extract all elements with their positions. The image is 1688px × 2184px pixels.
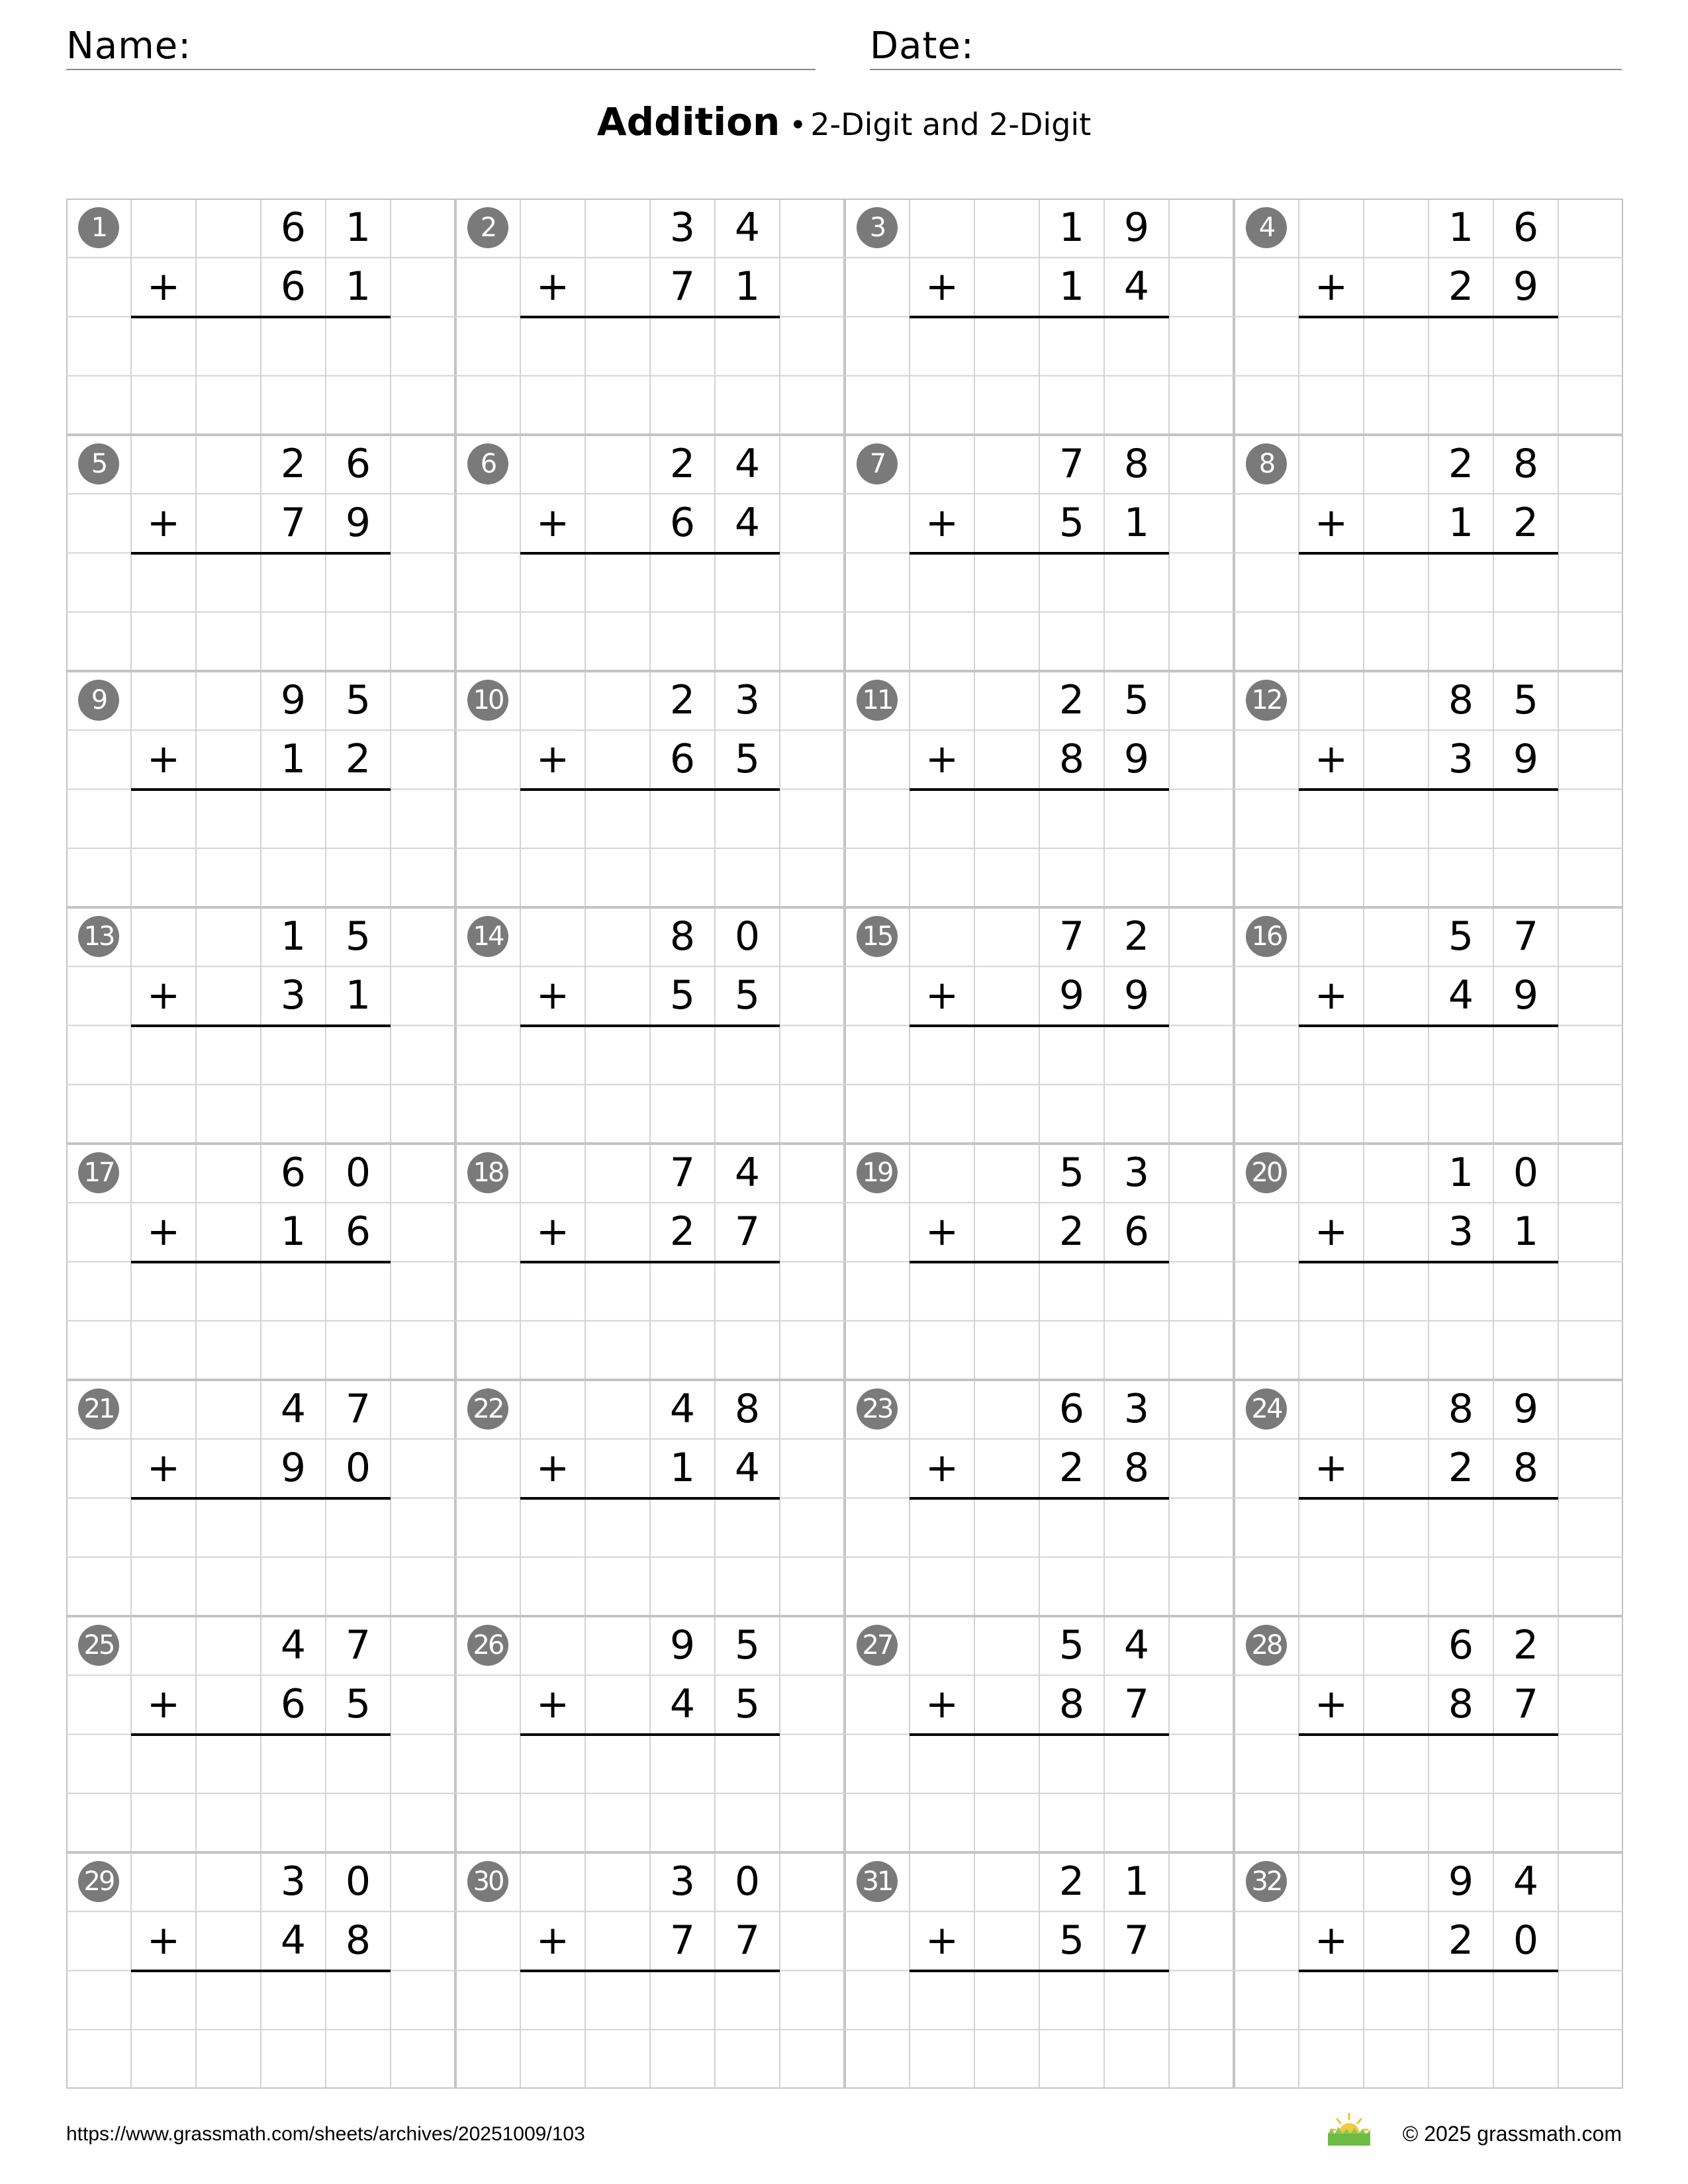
bottom-ones-digit: 6 — [345, 1208, 371, 1255]
date-field[interactable] — [870, 24, 1622, 70]
bottom-ones-digit: 1 — [734, 263, 761, 310]
bottom-ones-digit: 1 — [345, 972, 371, 1019]
bottom-ones-digit: 9 — [1513, 263, 1539, 310]
bottom-tens-digit: 2 — [1058, 1445, 1085, 1492]
problem-number-badge: 3 — [857, 207, 898, 248]
bottom-ones-digit: 7 — [1123, 1917, 1150, 1964]
date-label: Date: — [870, 24, 974, 68]
problem-number-badge: 2 — [467, 207, 508, 248]
top-ones-digit: 7 — [345, 1386, 371, 1432]
plus-sign: + — [536, 1917, 570, 1964]
answer-line — [520, 1970, 780, 1972]
bottom-ones-digit: 5 — [734, 1681, 761, 1728]
answer-line — [910, 1970, 1169, 1972]
top-ones-digit: 5 — [345, 677, 371, 723]
top-tens-digit: 6 — [280, 1150, 306, 1196]
answer-line — [131, 552, 391, 555]
plus-sign: + — [925, 1681, 959, 1728]
plus-sign: + — [536, 1208, 570, 1255]
problem-number-badge: 32 — [1246, 1861, 1287, 1902]
problem-number-badge: 13 — [78, 916, 119, 957]
top-ones-digit: 6 — [345, 441, 371, 487]
bottom-tens-digit: 9 — [1058, 972, 1085, 1019]
plus-sign: + — [536, 972, 570, 1019]
top-tens-digit: 7 — [1058, 913, 1085, 960]
bottom-tens-digit: 9 — [280, 1445, 306, 1492]
bottom-tens-digit: 1 — [1058, 263, 1085, 310]
answer-line — [520, 1733, 780, 1736]
top-ones-digit: 6 — [1513, 205, 1539, 251]
top-tens-digit: 5 — [1058, 1150, 1085, 1196]
answer-line — [910, 1024, 1169, 1027]
bottom-tens-digit: 2 — [1448, 1445, 1474, 1492]
bottom-tens-digit: 8 — [1058, 736, 1085, 783]
problem-number-badge: 29 — [78, 1861, 119, 1902]
bottom-ones-digit: 7 — [1123, 1681, 1150, 1728]
top-ones-digit: 5 — [1513, 677, 1539, 723]
bottom-tens-digit: 4 — [1448, 972, 1474, 1019]
bottom-ones-digit: 9 — [1513, 972, 1539, 1019]
plus-sign: + — [146, 500, 181, 547]
worksheet-title — [0, 99, 1688, 144]
plus-sign: + — [146, 736, 181, 783]
top-ones-digit: 5 — [734, 1622, 761, 1668]
answer-line — [910, 788, 1169, 791]
problem-number-badge: 19 — [857, 1152, 898, 1193]
problem-number-badge: 10 — [467, 680, 508, 721]
bottom-tens-digit: 1 — [669, 1445, 696, 1492]
top-tens-digit: 2 — [280, 441, 306, 487]
top-ones-digit: 2 — [1513, 1622, 1539, 1668]
bottom-ones-digit: 6 — [1123, 1208, 1150, 1255]
problem-number-badge: 30 — [467, 1861, 508, 1902]
problem-number-badge: 14 — [467, 916, 508, 957]
name-label: Name: — [66, 24, 192, 68]
answer-line — [910, 1733, 1169, 1736]
problem-number-badge: 16 — [1246, 916, 1287, 957]
top-tens-digit: 1 — [1448, 205, 1474, 251]
plus-sign: + — [146, 1917, 181, 1964]
bottom-tens-digit: 7 — [669, 1917, 696, 1964]
top-tens-digit: 4 — [280, 1622, 306, 1668]
plus-sign: + — [1314, 1445, 1348, 1492]
bottom-ones-digit: 4 — [734, 1445, 761, 1492]
answer-line — [910, 316, 1169, 318]
top-tens-digit: 2 — [1448, 441, 1474, 487]
top-ones-digit: 8 — [734, 1386, 761, 1432]
title-main: Addition — [596, 99, 780, 144]
top-ones-digit: 3 — [1123, 1150, 1150, 1196]
plus-sign: + — [1314, 1917, 1348, 1964]
plus-sign: + — [146, 972, 181, 1019]
answer-line — [520, 788, 780, 791]
top-ones-digit: 7 — [1513, 913, 1539, 960]
bottom-tens-digit: 5 — [1058, 500, 1085, 547]
answer-line — [1299, 1024, 1558, 1027]
top-ones-digit: 1 — [1123, 1858, 1150, 1905]
footer-copyright: © 2025 grassmath.com — [1402, 2122, 1622, 2146]
plus-sign: + — [536, 1445, 570, 1492]
answer-line — [131, 1970, 391, 1972]
bottom-tens-digit: 5 — [669, 972, 696, 1019]
top-ones-digit: 4 — [1513, 1858, 1539, 1905]
bottom-ones-digit: 2 — [345, 736, 371, 783]
problem-number-badge: 6 — [467, 443, 508, 484]
problem-grid — [66, 199, 1623, 2089]
answer-line — [910, 1497, 1169, 1500]
answer-line — [520, 1261, 780, 1263]
bottom-tens-digit: 1 — [1448, 500, 1474, 547]
problem-number-badge: 20 — [1246, 1152, 1287, 1193]
plus-sign: + — [925, 1917, 959, 1964]
plus-sign: + — [925, 736, 959, 783]
bottom-tens-digit: 8 — [1448, 1681, 1474, 1728]
answer-line — [520, 1024, 780, 1027]
plus-sign: + — [925, 1445, 959, 1492]
answer-line — [1299, 1970, 1558, 1972]
bottom-tens-digit: 2 — [1058, 1208, 1085, 1255]
top-ones-digit: 2 — [1123, 913, 1150, 960]
bottom-tens-digit: 3 — [1448, 1208, 1474, 1255]
bottom-tens-digit: 3 — [1448, 736, 1474, 783]
top-ones-digit: 0 — [734, 1858, 761, 1905]
answer-line — [1299, 788, 1558, 791]
top-ones-digit: 4 — [734, 1150, 761, 1196]
top-tens-digit: 6 — [280, 205, 306, 251]
bottom-tens-digit: 5 — [1058, 1917, 1085, 1964]
plus-sign: + — [1314, 736, 1348, 783]
top-ones-digit: 3 — [734, 677, 761, 723]
problem-number-badge: 24 — [1246, 1388, 1287, 1430]
top-tens-digit: 2 — [669, 677, 696, 723]
top-tens-digit: 7 — [1058, 441, 1085, 487]
top-tens-digit: 6 — [1448, 1622, 1474, 1668]
top-tens-digit: 9 — [280, 677, 306, 723]
problem-number-badge: 21 — [78, 1388, 119, 1430]
plus-sign: + — [146, 1681, 181, 1728]
bottom-ones-digit: 8 — [1123, 1445, 1150, 1492]
top-tens-digit: 9 — [669, 1622, 696, 1668]
footer-url[interactable]: https://www.grassmath.com/sheets/archives/20251009/103 — [66, 2123, 585, 2145]
problem-number-badge: 22 — [467, 1388, 508, 1430]
answer-line — [910, 552, 1169, 555]
top-ones-digit: 0 — [345, 1150, 371, 1196]
answer-line — [1299, 316, 1558, 318]
bottom-ones-digit: 8 — [1513, 1445, 1539, 1492]
bottom-tens-digit: 7 — [280, 500, 306, 547]
problem-number-badge: 31 — [857, 1861, 898, 1902]
answer-line — [520, 316, 780, 318]
bottom-tens-digit: 6 — [280, 263, 306, 310]
title-subtitle: 2-Digit and 2-Digit — [810, 107, 1092, 142]
top-tens-digit: 6 — [1058, 1386, 1085, 1432]
top-tens-digit: 5 — [1058, 1622, 1085, 1668]
bottom-ones-digit: 1 — [1513, 1208, 1539, 1255]
top-ones-digit: 5 — [1123, 677, 1150, 723]
problem-number-badge: 23 — [857, 1388, 898, 1430]
bottom-tens-digit: 6 — [280, 1681, 306, 1728]
bottom-tens-digit: 3 — [280, 972, 306, 1019]
bottom-tens-digit: 7 — [669, 263, 696, 310]
problem-number-badge: 18 — [467, 1152, 508, 1193]
top-tens-digit: 2 — [1058, 677, 1085, 723]
top-ones-digit: 9 — [1123, 205, 1150, 251]
bottom-ones-digit: 5 — [345, 1681, 371, 1728]
answer-line — [520, 1497, 780, 1500]
top-tens-digit: 7 — [669, 1150, 696, 1196]
problem-number-badge: 1 — [78, 207, 119, 248]
top-tens-digit: 8 — [1448, 1386, 1474, 1432]
top-ones-digit: 1 — [345, 205, 371, 251]
bottom-ones-digit: 1 — [345, 263, 371, 310]
top-tens-digit: 1 — [280, 913, 306, 960]
plus-sign: + — [925, 1208, 959, 1255]
bottom-ones-digit: 1 — [1123, 500, 1150, 547]
bottom-tens-digit: 4 — [669, 1681, 696, 1728]
bottom-tens-digit: 4 — [280, 1917, 306, 1964]
bottom-ones-digit: 9 — [1123, 736, 1150, 783]
bottom-tens-digit: 1 — [280, 1208, 306, 1255]
top-tens-digit: 1 — [1448, 1150, 1474, 1196]
top-ones-digit: 0 — [734, 913, 761, 960]
bottom-tens-digit: 2 — [1448, 263, 1474, 310]
problem-number-badge: 15 — [857, 916, 898, 957]
plus-sign: + — [1314, 972, 1348, 1019]
top-tens-digit: 8 — [1448, 677, 1474, 723]
answer-line — [131, 788, 391, 791]
plus-sign: + — [536, 500, 570, 547]
top-tens-digit: 2 — [669, 441, 696, 487]
top-tens-digit: 5 — [1448, 913, 1474, 960]
problem-number-badge: 27 — [857, 1625, 898, 1666]
top-tens-digit: 4 — [280, 1386, 306, 1432]
plus-sign: + — [1314, 1681, 1348, 1728]
problem-number-badge: 12 — [1246, 680, 1287, 721]
bottom-ones-digit: 4 — [734, 500, 761, 547]
top-tens-digit: 9 — [1448, 1858, 1474, 1905]
top-ones-digit: 4 — [734, 441, 761, 487]
top-ones-digit: 5 — [345, 913, 371, 960]
bottom-tens-digit: 2 — [1448, 1917, 1474, 1964]
problem-number-badge: 11 — [857, 680, 898, 721]
top-ones-digit: 0 — [1513, 1150, 1539, 1196]
top-tens-digit: 3 — [669, 205, 696, 251]
answer-line — [520, 552, 780, 555]
bottom-ones-digit: 8 — [345, 1917, 371, 1964]
plus-sign: + — [536, 263, 570, 310]
problems-container — [66, 199, 1623, 2089]
answer-line — [1299, 1733, 1558, 1736]
bottom-tens-digit: 6 — [669, 500, 696, 547]
problem-number-badge: 5 — [78, 443, 119, 484]
plus-sign: + — [146, 1208, 181, 1255]
bottom-ones-digit: 9 — [345, 500, 371, 547]
bottom-tens-digit: 6 — [669, 736, 696, 783]
bottom-tens-digit: 8 — [1058, 1681, 1085, 1728]
answer-line — [131, 316, 391, 318]
answer-line — [131, 1261, 391, 1263]
top-tens-digit: 4 — [669, 1386, 696, 1432]
bottom-ones-digit: 0 — [1513, 1917, 1539, 1964]
plus-sign: + — [1314, 1208, 1348, 1255]
problem-number-badge: 25 — [78, 1625, 119, 1666]
bottom-ones-digit: 7 — [734, 1917, 761, 1964]
grass-sun-logo-icon — [1325, 2111, 1373, 2148]
top-tens-digit: 2 — [1058, 1858, 1085, 1905]
top-ones-digit: 8 — [1123, 441, 1150, 487]
top-ones-digit: 9 — [1513, 1386, 1539, 1432]
plus-sign: + — [536, 1681, 570, 1728]
bottom-ones-digit: 2 — [1513, 500, 1539, 547]
answer-line — [1299, 1261, 1558, 1263]
plus-sign: + — [536, 736, 570, 783]
answer-line — [1299, 1497, 1558, 1500]
problem-number-badge: 26 — [467, 1625, 508, 1666]
bottom-tens-digit: 2 — [669, 1208, 696, 1255]
top-ones-digit: 0 — [345, 1858, 371, 1905]
top-tens-digit: 8 — [669, 913, 696, 960]
problem-number-badge: 17 — [78, 1152, 119, 1193]
answer-line — [131, 1497, 391, 1500]
problem-number-badge: 4 — [1246, 207, 1287, 248]
top-tens-digit: 1 — [1058, 205, 1085, 251]
top-ones-digit: 7 — [345, 1622, 371, 1668]
title-bullet: • — [789, 109, 807, 142]
problem-number-badge: 8 — [1246, 443, 1287, 484]
top-ones-digit: 8 — [1513, 441, 1539, 487]
bottom-ones-digit: 7 — [1513, 1681, 1539, 1728]
bottom-ones-digit: 9 — [1123, 972, 1150, 1019]
plus-sign: + — [925, 972, 959, 1019]
bottom-ones-digit: 9 — [1513, 736, 1539, 783]
bottom-ones-digit: 5 — [734, 736, 761, 783]
top-ones-digit: 4 — [734, 205, 761, 251]
plus-sign: + — [925, 263, 959, 310]
plus-sign: + — [1314, 263, 1348, 310]
name-field[interactable] — [66, 24, 816, 70]
top-tens-digit: 3 — [280, 1858, 306, 1905]
problem-number-badge: 9 — [78, 680, 119, 721]
answer-line — [1299, 552, 1558, 555]
answer-line — [131, 1733, 391, 1736]
plus-sign: + — [146, 1445, 181, 1492]
bottom-ones-digit: 7 — [734, 1208, 761, 1255]
top-ones-digit: 4 — [1123, 1622, 1150, 1668]
bottom-tens-digit: 1 — [280, 736, 306, 783]
top-ones-digit: 3 — [1123, 1386, 1150, 1432]
bottom-ones-digit: 5 — [734, 972, 761, 1019]
plus-sign: + — [925, 500, 959, 547]
top-tens-digit: 3 — [669, 1858, 696, 1905]
problem-number-badge: 7 — [857, 443, 898, 484]
bottom-ones-digit: 4 — [1123, 263, 1150, 310]
bottom-ones-digit: 0 — [345, 1445, 371, 1492]
plus-sign: + — [1314, 500, 1348, 547]
plus-sign: + — [146, 263, 181, 310]
answer-line — [910, 1261, 1169, 1263]
answer-line — [131, 1024, 391, 1027]
problem-number-badge: 28 — [1246, 1625, 1287, 1666]
